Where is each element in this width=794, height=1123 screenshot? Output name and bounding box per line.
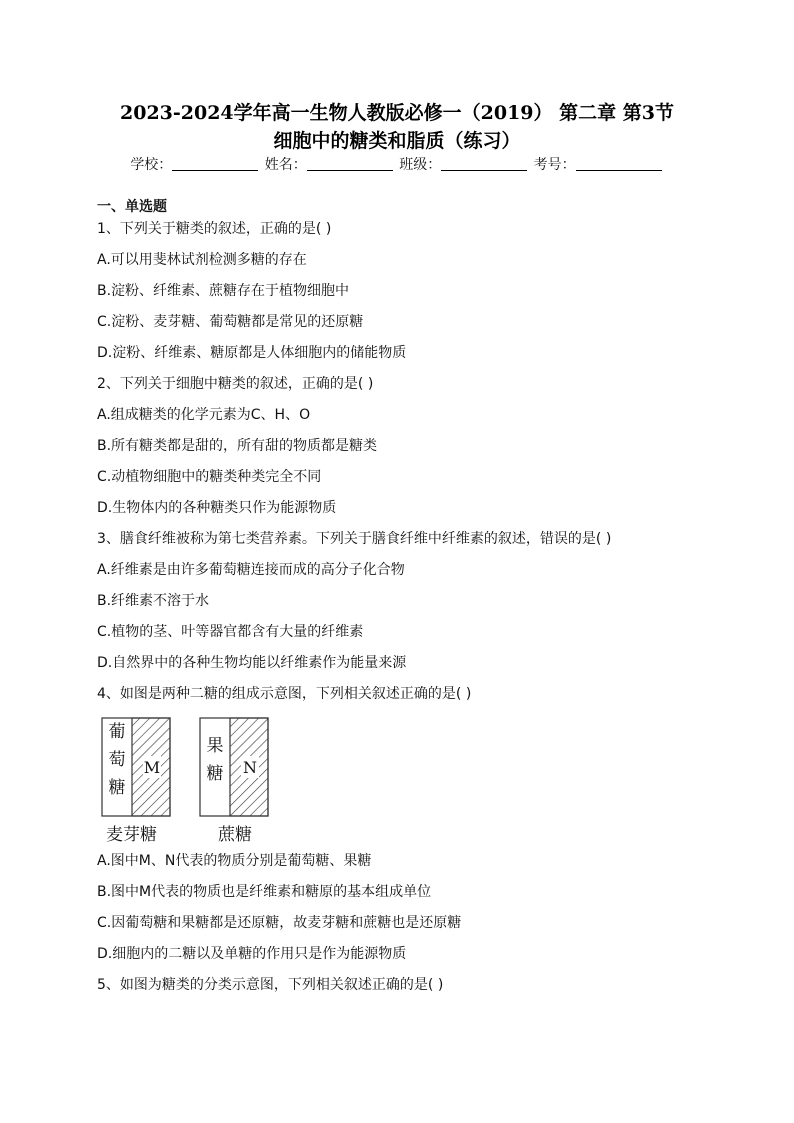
school-label: 学校：: [130, 157, 173, 173]
q4-option-c: C.因葡萄糖和果糖都是还原糖，故麦芽糖和蔗糖也是还原糖: [97, 915, 462, 931]
q2-option-d: D.生物体内的各种糖类只作为能源物质: [97, 500, 337, 516]
school-blank[interactable]: [172, 156, 258, 171]
question-1: 1、下列关于糖类的叙述，正确的是( ): [97, 221, 332, 237]
q1-option-a: A.可以用斐林试剂检测多糖的存在: [97, 252, 307, 268]
question-2: 2、下列关于细胞中糖类的叙述，正确的是( ): [97, 376, 374, 392]
glucose-label: 葡 萄 糖: [108, 722, 126, 798]
q3-option-b: B.纤维素不溶于水: [97, 593, 210, 609]
sucrose-caption: 蔗糖: [218, 825, 252, 845]
question-4: 4、如图是两种二糖的组成示意图，下列相关叙述正确的是( ): [97, 686, 472, 702]
exam-number-blank[interactable]: [576, 156, 662, 171]
label-n: N: [243, 758, 257, 777]
question-3: 3、膳食纤维被称为第七类营养素。下列关于膳食纤维中纤维素的叙述，错误的是( ): [97, 531, 612, 547]
class-blank[interactable]: [441, 156, 527, 171]
q3-option-a: A.纤维素是由许多葡萄糖连接而成的高分子化合物: [97, 562, 405, 578]
q4-option-a: A.图中M、N代表的物质分别是葡萄糖、果糖: [97, 853, 372, 869]
disaccharide-figure: [96, 712, 296, 845]
title-line-2: 细胞中的糖类和脂质（练习）: [273, 130, 521, 152]
q4-option-d: D.细胞内的二糖以及单糖的作用只是作为能源物质: [97, 946, 407, 962]
title-line-1: 2023-2024学年高一生物人教版必修一（2019） 第二章 第3节: [120, 102, 674, 124]
q3-option-c: C.植物的茎、叶等器官都含有大量的纤维素: [97, 624, 364, 640]
q1-option-c: C.淀粉、麦芽糖、葡萄糖都是常见的还原糖: [97, 314, 364, 330]
class-label: 班级：: [399, 157, 442, 173]
q2-option-a: A.组成糖类的化学元素为C、H、O: [97, 407, 311, 423]
exam-number-label: 考号：: [533, 157, 576, 173]
q1-option-d: D.淀粉、纤维素、糖原都是人体细胞内的储能物质: [97, 345, 407, 361]
maltose-caption: 麦芽糖: [106, 825, 157, 845]
label-m: M: [143, 758, 161, 777]
section-title: 一、单选题: [97, 199, 167, 215]
q3-option-d: D.自然界中的各种生物均能以纤维素作为能量来源: [97, 655, 407, 671]
q2-option-b: B.所有糖类都是甜的，所有甜的物质都是糖类: [97, 438, 378, 454]
name-blank[interactable]: [307, 156, 393, 171]
q4-option-b: B.图中M代表的物质也是纤维素和糖原的基本组成单位: [97, 884, 432, 900]
student-info-row: [0, 154, 794, 174]
question-5: 5、如图为糖类的分类示意图，下列相关叙述正确的是( ): [97, 977, 444, 993]
q2-option-c: C.动植物细胞中的糖类种类完全不同: [97, 469, 322, 485]
fructose-label: 果 糖: [206, 736, 224, 784]
name-label: 姓名：: [264, 157, 307, 173]
q1-option-b: B.淀粉、纤维素、蔗糖存在于植物细胞中: [97, 283, 350, 299]
